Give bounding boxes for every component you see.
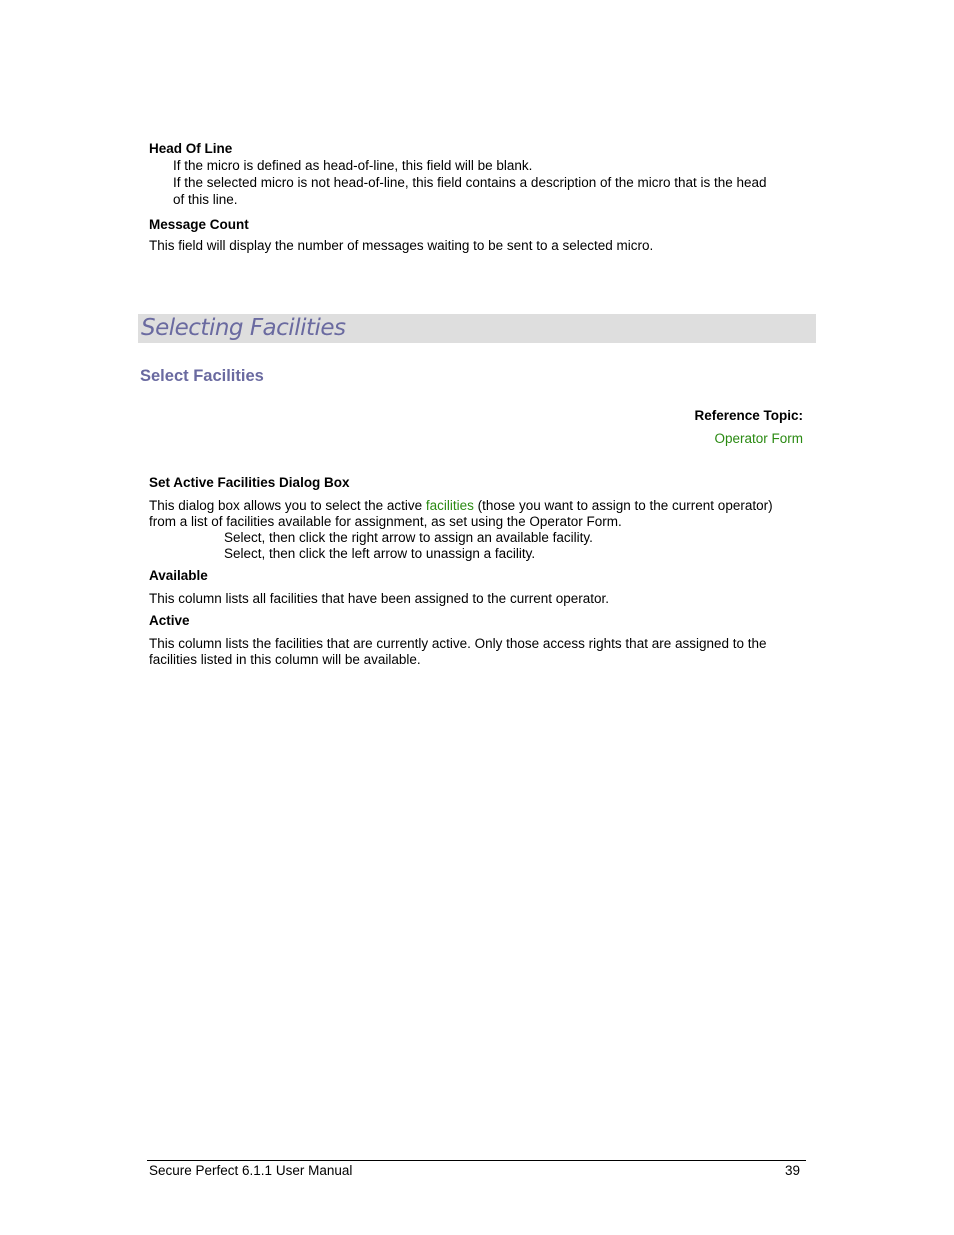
head-of-line-text-3: of this line. (173, 192, 238, 207)
dialog-text-1 (149, 497, 773, 514)
dialog-text-post: (those you want to assign to the current operator) (473, 498, 773, 513)
section-heading-band (138, 314, 816, 343)
available-text: This column lists all facilities that have been assigned to the current operator. (149, 591, 609, 606)
page-number: 39 (784, 1163, 800, 1178)
dialog-heading: Set Active Facilities Dialog Box (149, 475, 350, 490)
active-text-2: facilities listed in this column will be available. (149, 652, 421, 667)
active-heading: Active (149, 613, 190, 628)
dialog-step-1: Select, then click the right arrow to assign an available facility. (224, 530, 593, 545)
dialog-text-pre: This dialog box allows you to select the active (149, 498, 426, 513)
dialog-text-2: from a list of facilities available for assignment, as set using the Operator Form. (149, 514, 622, 529)
available-heading: Available (149, 568, 208, 583)
subsection-title: Select Facilities (140, 367, 264, 385)
active-text-1: This column lists the facilities that are currently active. Only those access rights that are assigned to the (149, 636, 767, 651)
reference-topic-label: Reference Topic: (694, 408, 803, 423)
dialog-step-2: Select, then click the left arrow to unassign a facility. (224, 546, 536, 561)
message-count-text: This field will display the number of messages waiting to be sent to a selected micro. (149, 238, 654, 253)
section-title: Selecting Facilities (141, 315, 346, 341)
footer-divider (147, 1160, 806, 1161)
message-count-heading: Message Count (149, 217, 249, 232)
footer-title: Secure Perfect 6.1.1 User Manual (149, 1163, 353, 1178)
facilities-link[interactable]: facilities (425, 498, 474, 513)
head-of-line-text-1: If the micro is defined as head-of-line, this field will be blank. (173, 158, 533, 173)
head-of-line-heading: Head Of Line (149, 141, 233, 156)
head-of-line-text-2: If the selected micro is not head-of-line, this field contains a description of the micro that is the head (173, 175, 767, 190)
operator-form-link[interactable]: Operator Form (714, 431, 803, 446)
